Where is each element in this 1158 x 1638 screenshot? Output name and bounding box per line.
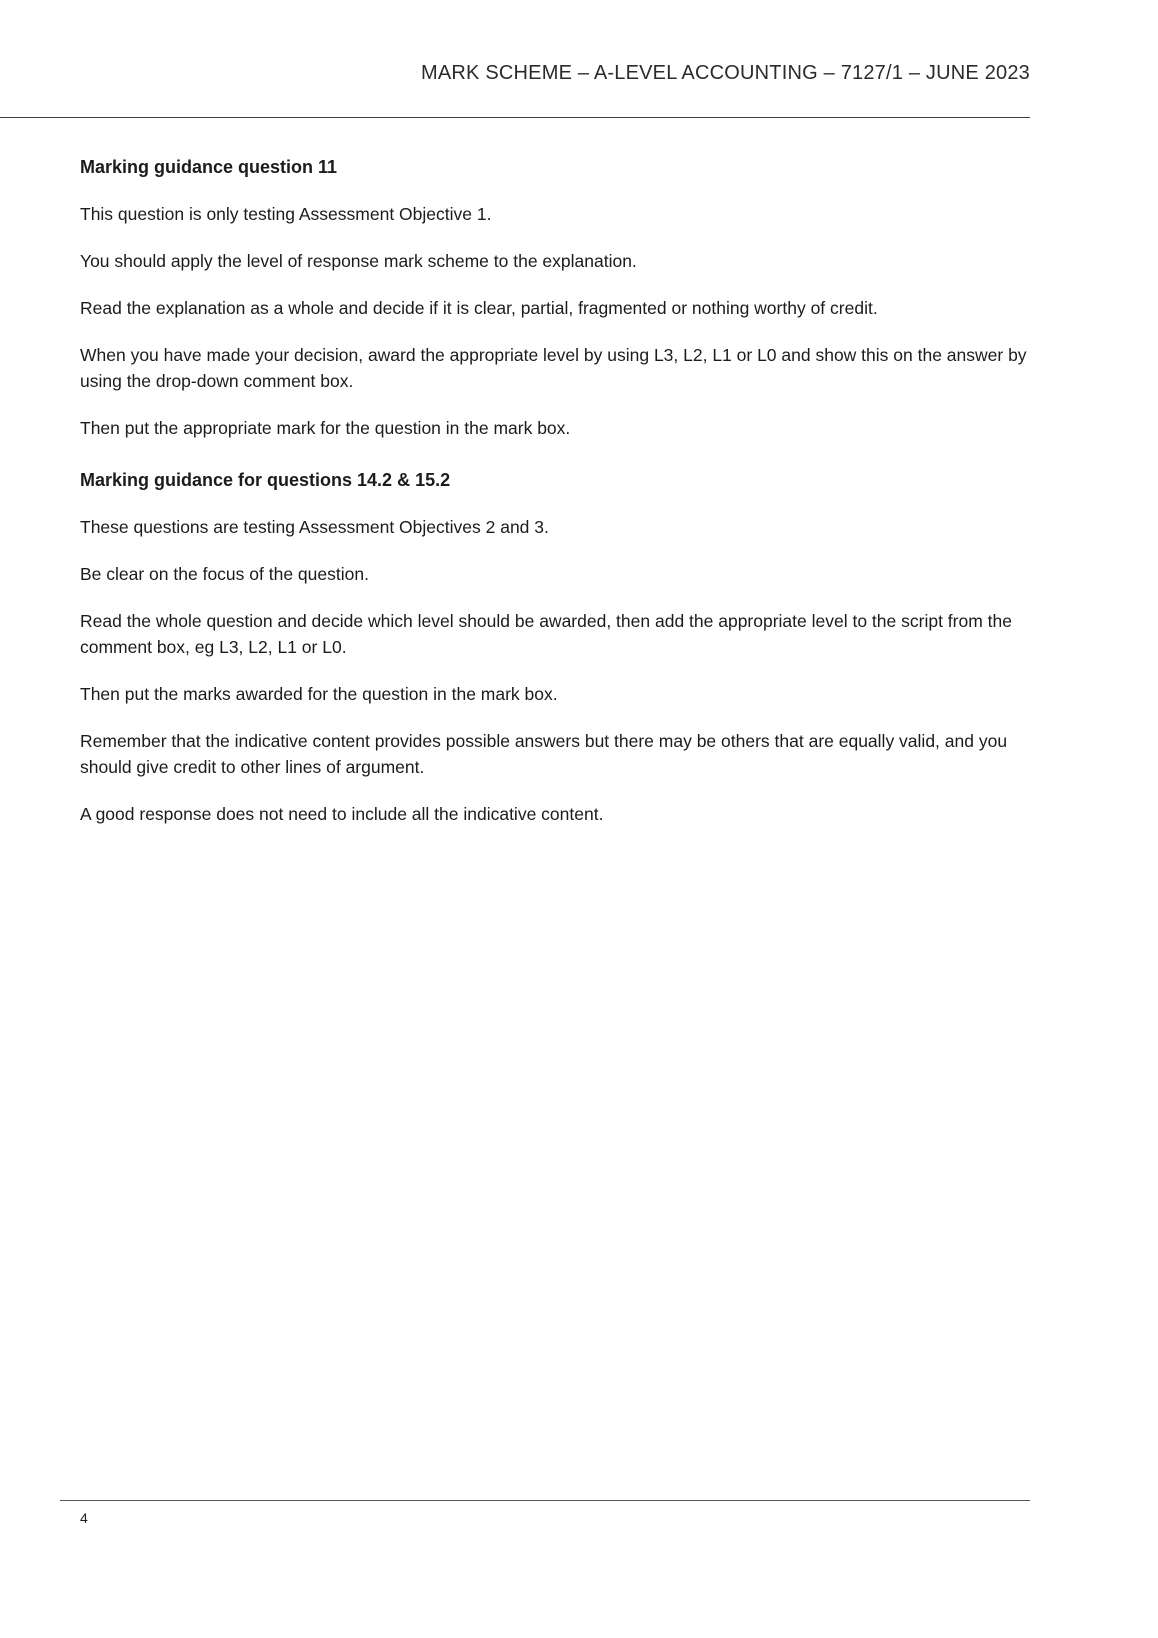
footer-divider [60, 1500, 1030, 1501]
paragraph: Read the explanation as a whole and decide if it is clear, partial, fragmented or nothing worthy of credit. [80, 298, 878, 318]
paragraph: These questions are testing Assessment Objectives 2 and 3. [80, 517, 549, 537]
paragraph: When you have made your decision, award the appropriate level by using L3, L2, L1 or L0 and show this on the answer by using the drop-down comment box. [80, 345, 1027, 391]
paragraph: Then put the appropriate mark for the question in the mark box. [80, 418, 571, 438]
paragraph: This question is only testing Assessment Objective 1. [80, 204, 492, 224]
paragraph: Then put the marks awarded for the question in the mark box. [80, 684, 558, 704]
section-heading: Marking guidance question 11 [80, 157, 338, 177]
page-content [80, 154, 1030, 827]
paragraph: You should apply the level of response mark scheme to the explanation. [80, 251, 637, 271]
section-heading: Marking guidance for questions 14.2 & 15.2 [80, 470, 451, 490]
page-number: 4 [80, 1510, 88, 1526]
paragraph: Remember that the indicative content provides possible answers but there may be others that are equally valid, and you should give credit to other lines of argument. [80, 731, 1008, 777]
paragraph: A good response does not need to include all the indicative content. [80, 804, 604, 824]
paragraph: Read the whole question and decide which level should be awarded, then add the appropriate level to the script from the comment box, eg L3, L2, L1 or L0. [80, 611, 1012, 657]
page-header [0, 0, 1158, 85]
page-footer [0, 1500, 1158, 1638]
header-title: MARK SCHEME – A-LEVEL ACCOUNTING – 7127/1 – JUNE 2023 [421, 62, 1030, 84]
paragraph: Be clear on the focus of the question. [80, 564, 369, 584]
section-marking-guidance-q14-15 [80, 467, 1030, 827]
header-divider [0, 117, 1030, 118]
section-marking-guidance-q11 [80, 154, 1030, 441]
